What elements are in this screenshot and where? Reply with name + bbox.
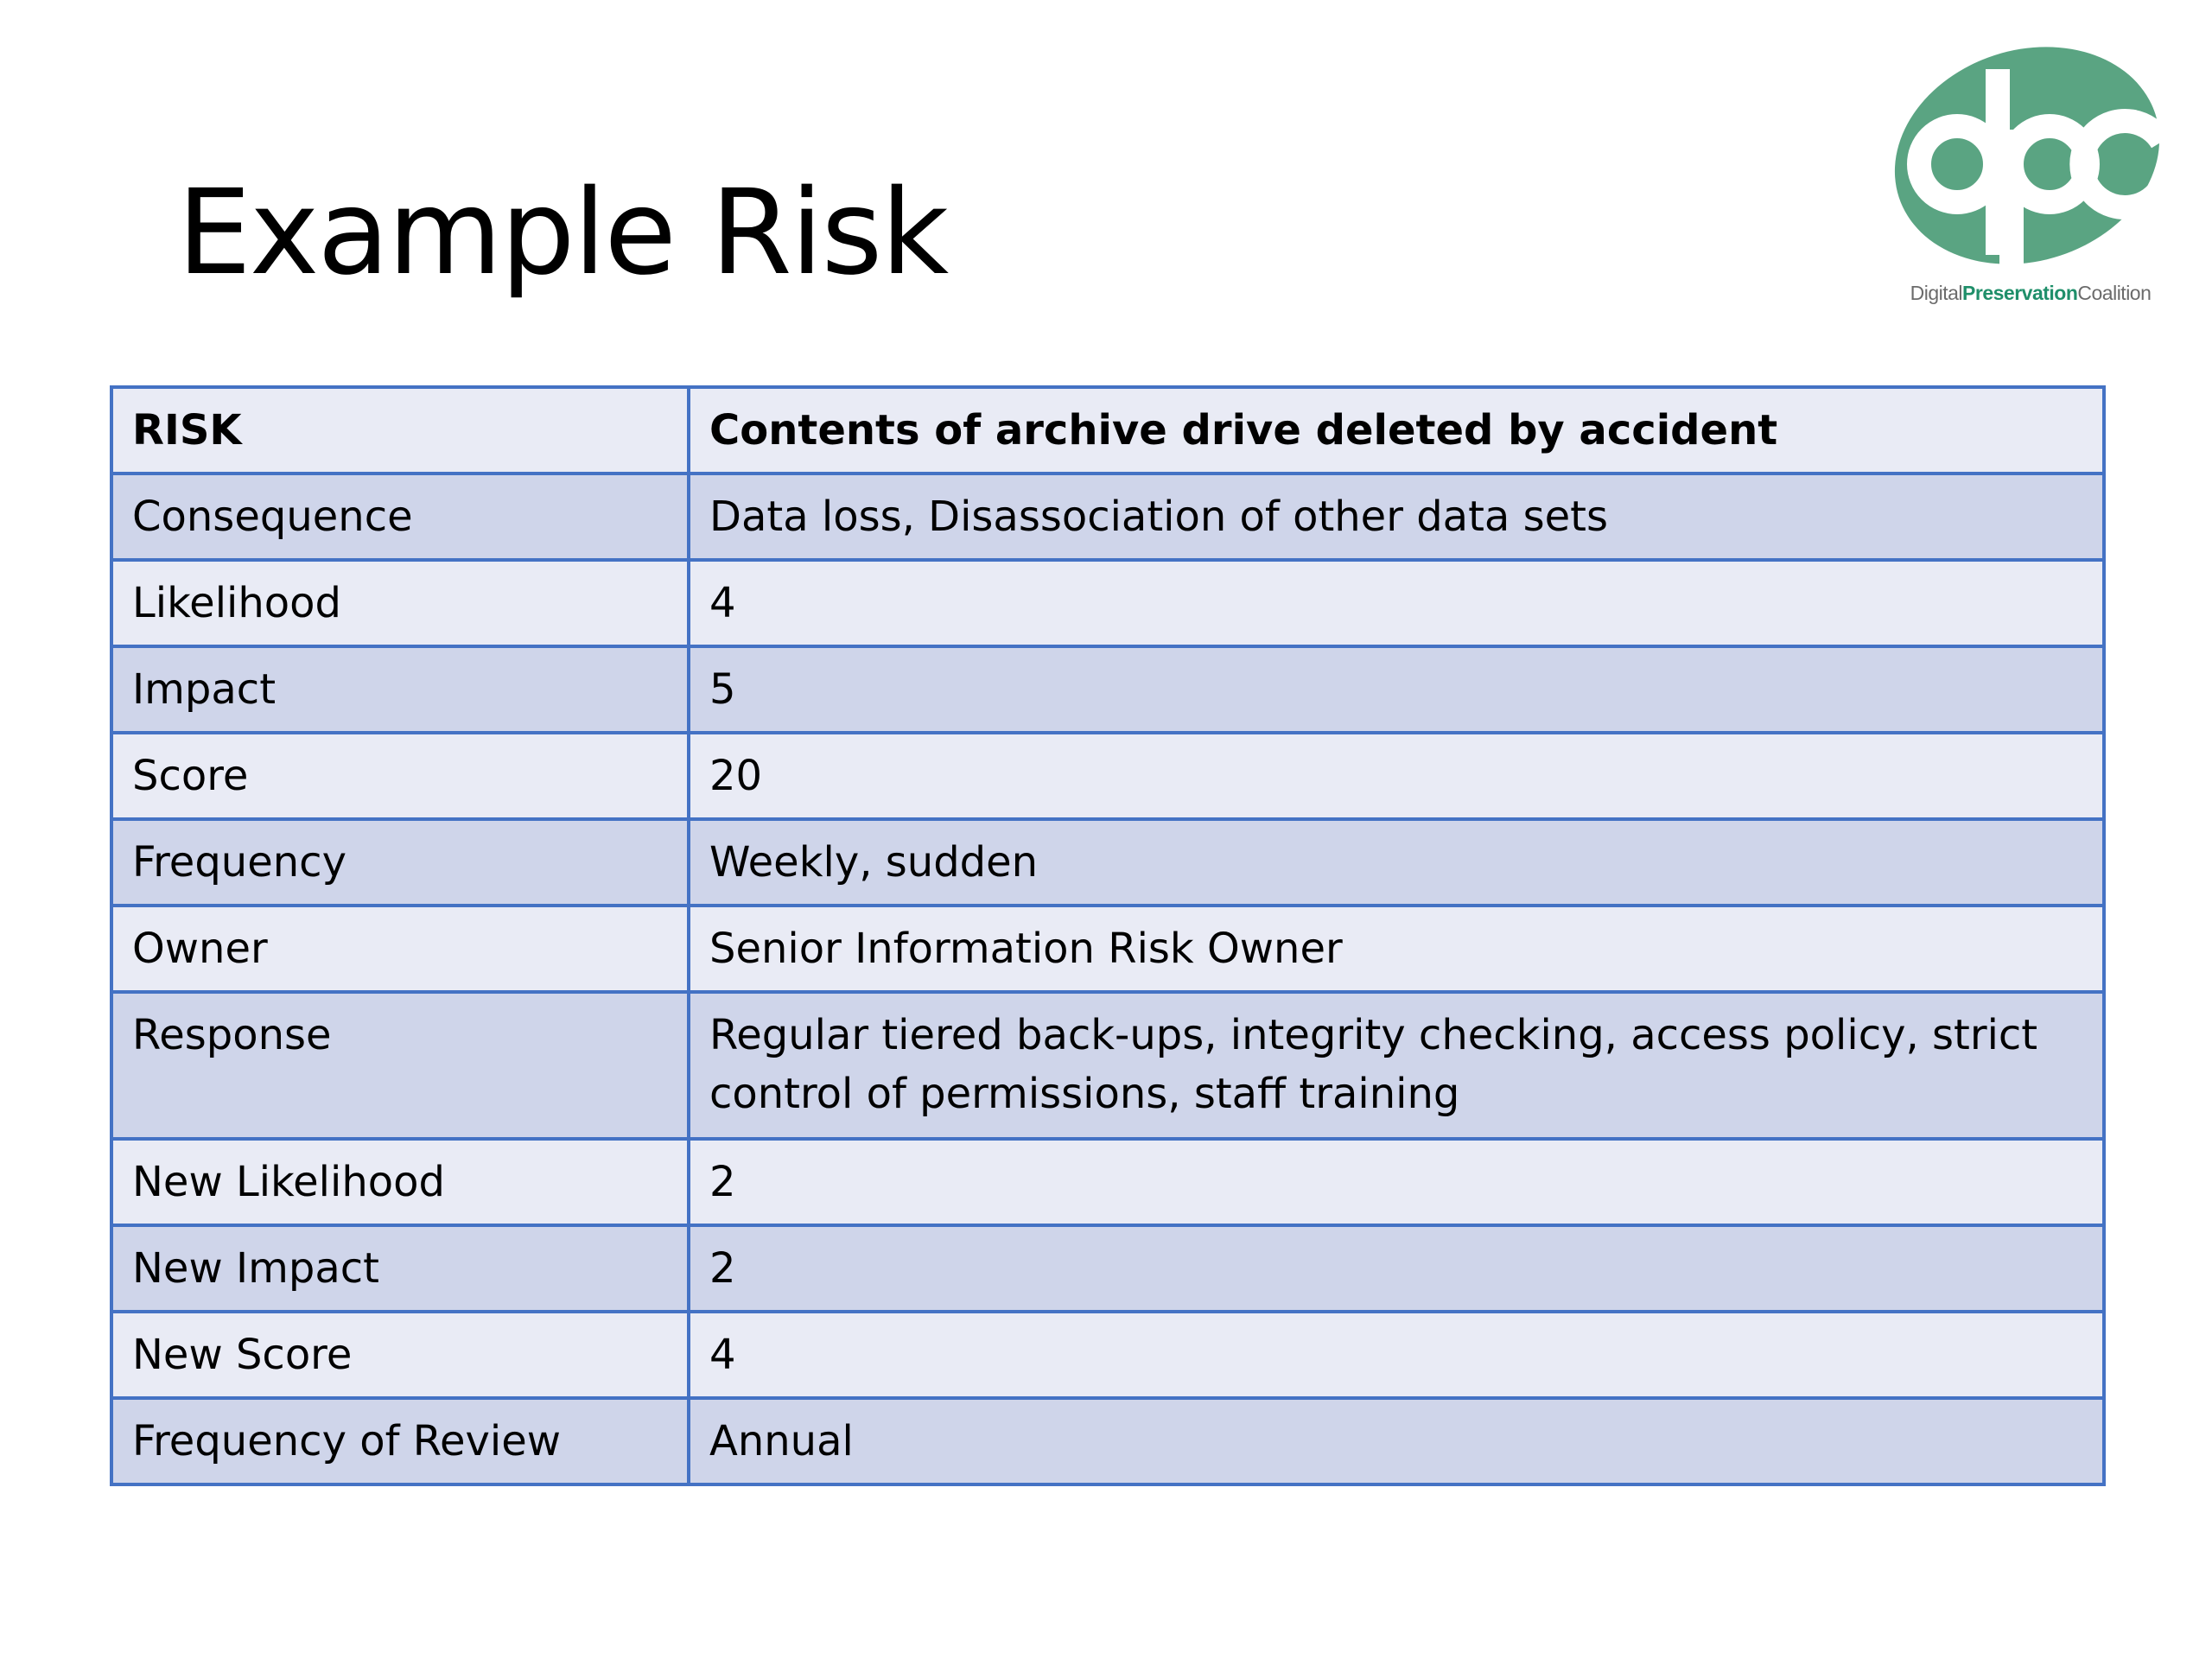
row-label: Response <box>111 992 689 1139</box>
table-row-new-score <box>111 1312 2104 1398</box>
row-label: RISK <box>111 387 689 474</box>
risk-table <box>110 385 2106 1486</box>
dpc-logo <box>1884 35 2177 320</box>
row-value: Regular tiered back-ups, integrity checking, access policy, strict control of permissions, staff training <box>689 992 2104 1139</box>
row-value: 4 <box>689 560 2104 646</box>
row-label: Owner <box>111 906 689 992</box>
row-value: Contents of archive drive deleted by accident <box>689 387 2104 474</box>
table-row-consequence <box>111 474 2104 560</box>
row-value: 4 <box>689 1312 2104 1398</box>
logo-caption <box>1884 282 2177 305</box>
logo-caption-preservation: Preservation <box>1962 282 2078 304</box>
row-value: 2 <box>689 1225 2104 1312</box>
row-label: Frequency <box>111 819 689 906</box>
dpc-logo-icon <box>1884 35 2177 294</box>
row-value: Annual <box>689 1398 2104 1484</box>
row-label: Impact <box>111 646 689 733</box>
row-label: Frequency of Review <box>111 1398 689 1484</box>
row-value: 5 <box>689 646 2104 733</box>
row-label: New Score <box>111 1312 689 1398</box>
table-row-risk <box>111 387 2104 474</box>
row-value: Weekly, sudden <box>689 819 2104 906</box>
row-value: 2 <box>689 1139 2104 1225</box>
table-row-new-likelihood <box>111 1139 2104 1225</box>
row-value: 20 <box>689 733 2104 819</box>
slide-title: Example Risk <box>177 165 948 302</box>
table-row-owner <box>111 906 2104 992</box>
logo-caption-digital: Digital <box>1910 282 1963 304</box>
logo-caption-coalition: Coalition <box>2077 282 2152 304</box>
row-label: New Impact <box>111 1225 689 1312</box>
row-value: Data loss, Disassociation of other data sets <box>689 474 2104 560</box>
table-row-frequency <box>111 819 2104 906</box>
table-row-frequency-of-review <box>111 1398 2104 1484</box>
row-label: Consequence <box>111 474 689 560</box>
row-label: Score <box>111 733 689 819</box>
table-row-response <box>111 992 2104 1139</box>
row-label: Likelihood <box>111 560 689 646</box>
table-row-likelihood <box>111 560 2104 646</box>
table-row-score <box>111 733 2104 819</box>
row-label: New Likelihood <box>111 1139 689 1225</box>
row-value: Senior Information Risk Owner <box>689 906 2104 992</box>
table-row-impact <box>111 646 2104 733</box>
table-row-new-impact <box>111 1225 2104 1312</box>
